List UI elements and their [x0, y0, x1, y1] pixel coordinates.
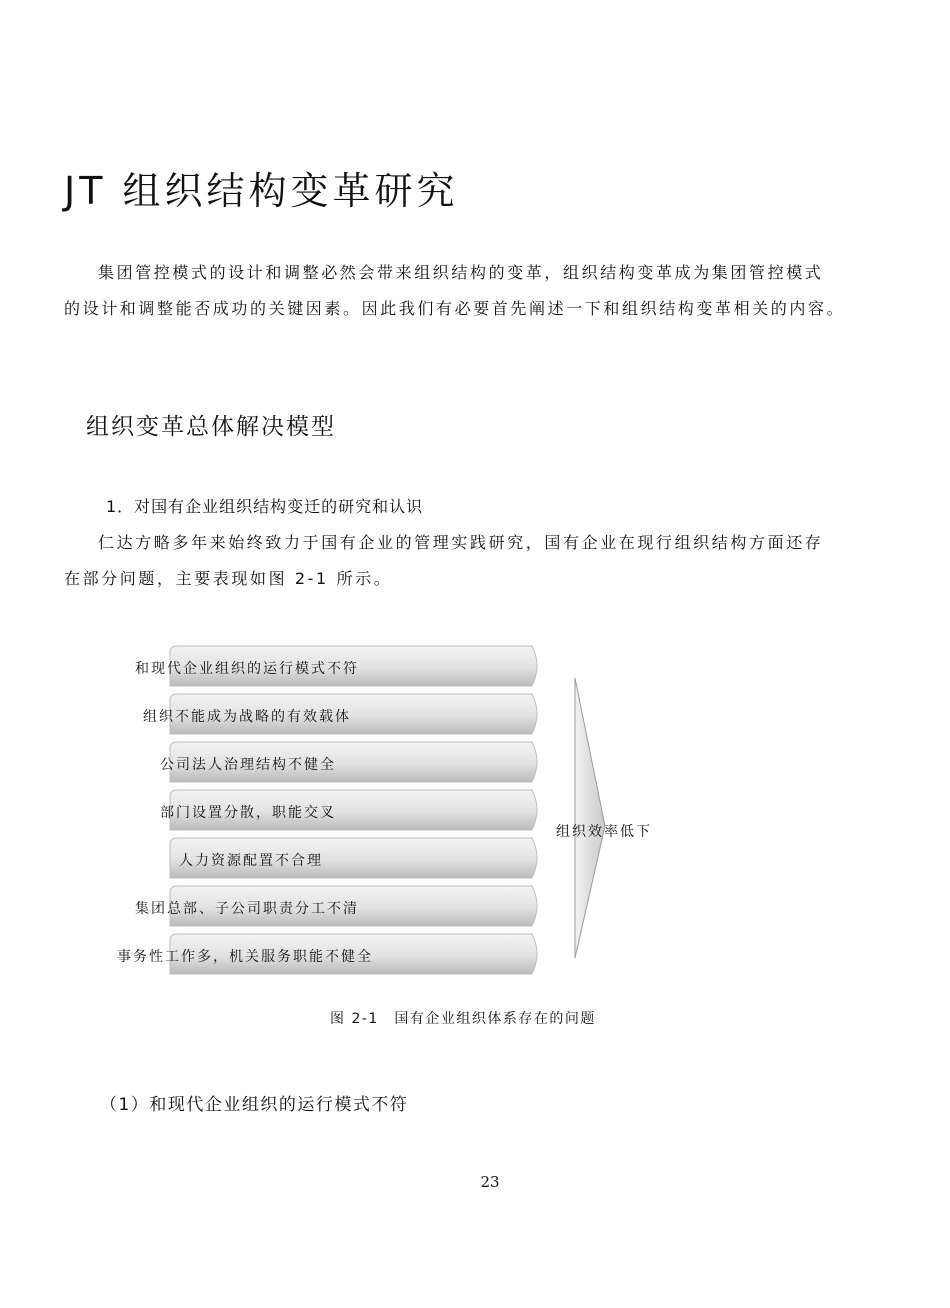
problems-diagram	[100, 640, 720, 980]
result-label: 组织效率低下	[556, 824, 652, 840]
diagram-row-label: 和现代企业组织的运行模式不符	[135, 661, 359, 677]
diagram-row-label: 公司法人治理结构不健全	[160, 757, 336, 773]
figure-caption: 图 2-1 国有企业组织体系存在的问题	[330, 1011, 596, 1027]
diagram-row-label: 事务性工作多，机关服务职能不健全	[117, 949, 373, 965]
document-title: JT 组织结构变革研究	[64, 169, 459, 213]
point-1-title: 1．对国有企业组织结构变迁的研究和认识	[106, 497, 424, 516]
diagram-row-label: 组织不能成为战略的有效载体	[143, 709, 351, 725]
page-number: 23	[480, 1173, 500, 1191]
diagram-row-label: 人力资源配置不合理	[179, 853, 323, 869]
subheading: （1）和现代企业组织的运行模式不符	[100, 1095, 409, 1115]
diagram-row-label: 集团总部、子公司职责分工不清	[135, 901, 359, 917]
intro-paragraph-line-2: 的设计和调整能否成功的关键因素。因此我们有必要首先阐述一下和组织结构变革相关的内容。	[64, 299, 846, 318]
point-1-paragraph-line-2: 在部分问题，主要表现如图 2-1 所示。	[64, 569, 393, 588]
point-1-paragraph-line-1: 仁达方略多年来始终致力于国有企业的管理实践研究，国有企业在现行组织结构方面还存	[98, 533, 824, 552]
result-arrow-shape	[575, 678, 605, 958]
diagram-row-label: 部门设置分散，职能交叉	[160, 805, 336, 821]
section-heading: 组织变革总体解决模型	[86, 414, 336, 440]
intro-paragraph-line-1: 集团管控模式的设计和调整必然会带来组织结构的变革，组织结构变革成为集团管控模式	[98, 263, 824, 282]
